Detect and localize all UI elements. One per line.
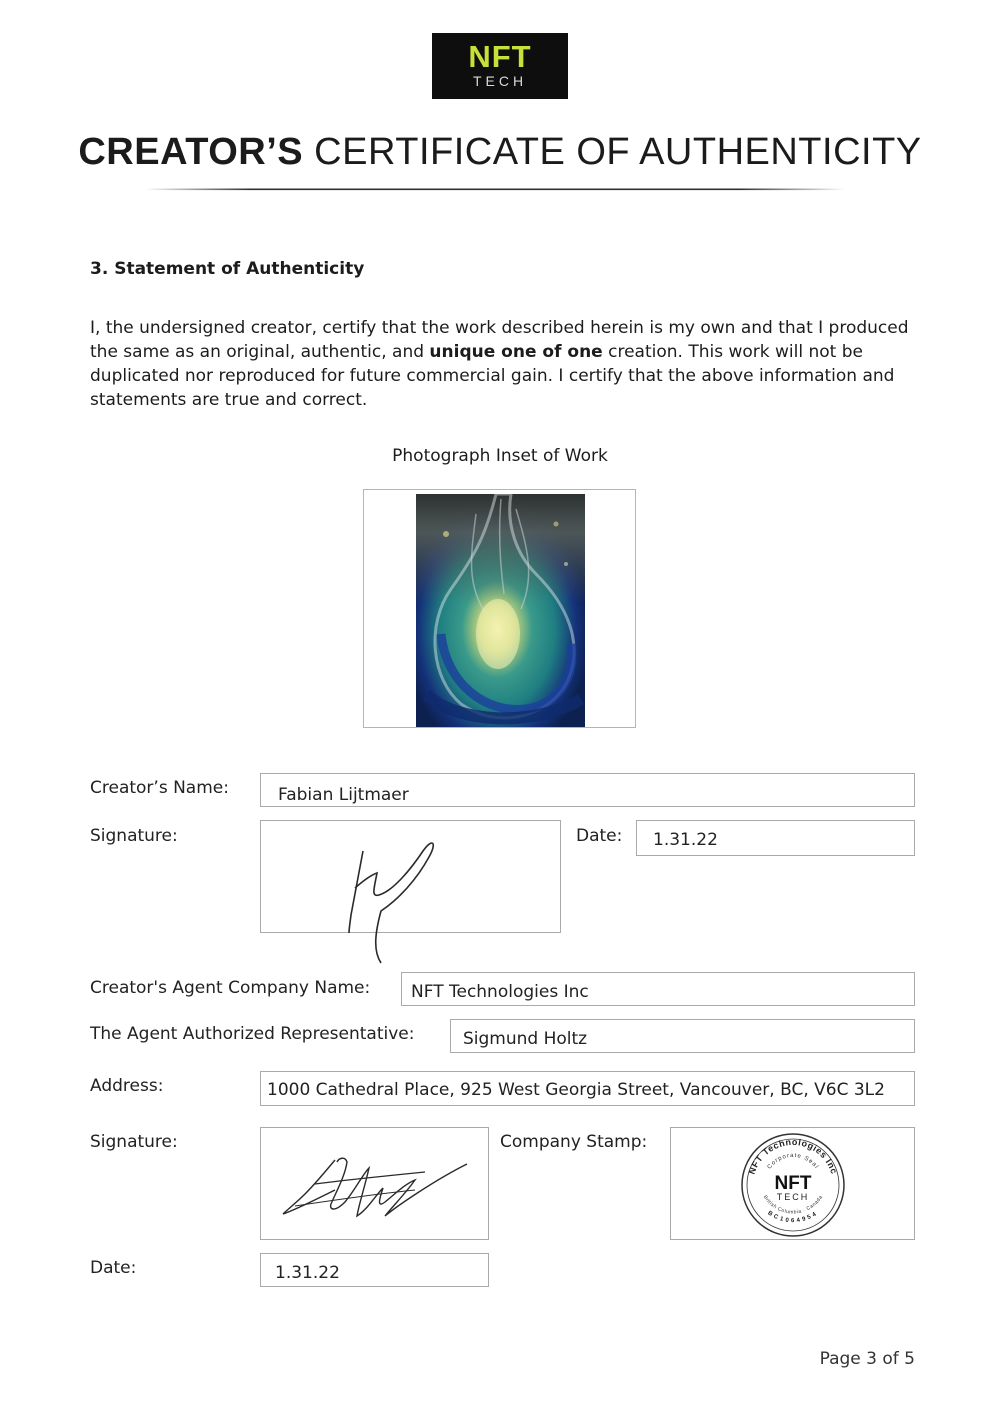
title-divider [145, 188, 845, 191]
company-stamp-label: Company Stamp: [500, 1132, 648, 1152]
company-seal-image [739, 1131, 847, 1239]
creator-signature-image [341, 833, 441, 968]
agent-company-value: NFT Technologies Inc [411, 982, 589, 1002]
address-label: Address: [90, 1076, 164, 1096]
statement-text-start: I, the undersigned creator, certify that the work described herein is my own and that I produced the same as an original, authentic, and [90, 318, 909, 362]
creator-date-field [636, 820, 915, 856]
section-heading: 3. Statement of Authenticity [90, 259, 365, 279]
address-field [260, 1071, 915, 1106]
page-title-rest: CERTIFICATE OF AUTHENTICITY [303, 131, 922, 173]
agent-company-field [401, 972, 915, 1006]
logo-main-text: NFT [468, 39, 532, 74]
agent-signature-image [275, 1150, 475, 1230]
seal-number: BC1064954 [766, 1210, 820, 1225]
page-title [0, 128, 1000, 176]
creator-name-field [260, 773, 915, 807]
statement-text-end: creation. This work will not be duplicated nor reproduced for future commercial gain. I certify that the above information and statements are true and correct. [90, 342, 895, 410]
agent-company-label: Creator's Agent Company Name: [90, 978, 371, 998]
artwork-image [416, 494, 585, 727]
agent-date-value: 1.31.22 [275, 1263, 340, 1283]
agent-date-field [260, 1253, 489, 1287]
seal-arc-top: NFT Technologies Inc [746, 1136, 840, 1176]
nft-tech-logo [432, 33, 568, 99]
statement-paragraph [90, 316, 910, 412]
artwork-photo-frame [363, 489, 636, 728]
agent-date-label: Date: [90, 1258, 137, 1278]
seal-inner-text: Corporate Seal [766, 1152, 820, 1171]
creator-date-value: 1.31.22 [653, 830, 718, 850]
svg-text:Corporate Seal [767, 1153, 820, 1171]
photo-caption: Photograph Inset of Work [392, 446, 608, 466]
creator-signature-box [260, 820, 561, 933]
seal-logo-sub: TECH [776, 1192, 810, 1202]
statement-text-emphasis: unique one of one [429, 342, 603, 362]
creator-name-value: Fabian Lijtmaer [278, 785, 409, 805]
address-value: 1000 Cathedral Place, 925 West Georgia Street, Vancouver, BC, V6C 3L2 [267, 1080, 885, 1100]
agent-signature-label: Signature: [90, 1132, 178, 1152]
agent-signature-box [260, 1127, 489, 1240]
creator-signature-label: Signature: [90, 826, 178, 846]
seal-arc-bottom: British Columbia · Canada [761, 1194, 825, 1216]
creator-name-label: Creator’s Name: [90, 778, 229, 798]
creator-date-label: Date: [576, 826, 623, 846]
agent-representative-label: The Agent Authorized Representative: [90, 1024, 415, 1044]
agent-representative-field [450, 1019, 915, 1053]
page-title-bold: CREATOR’S [78, 131, 304, 173]
logo-sub-text: TECH [472, 73, 528, 89]
company-stamp-box [670, 1127, 915, 1240]
agent-representative-value: Sigmund Holtz [463, 1029, 588, 1049]
seal-logo-main: NFT [774, 1173, 812, 1194]
page-number: Page 3 of 5 [819, 1349, 915, 1369]
